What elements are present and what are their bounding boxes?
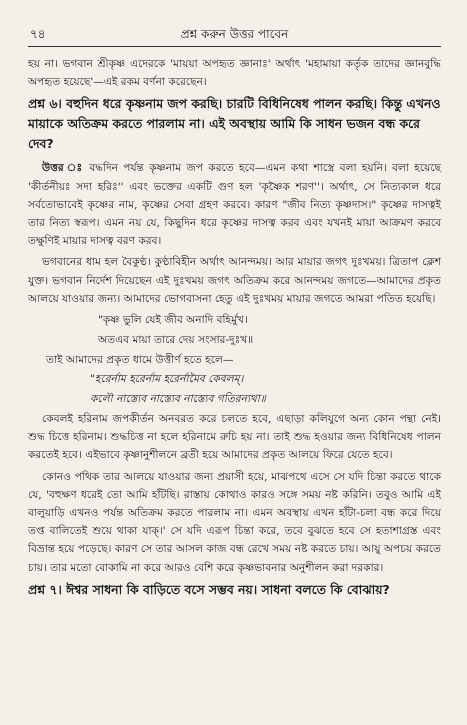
verse-2-line-2: কলৌ নাস্ত্যেব নাস্ত্যেব নাস্ত্যেব গতিরন্যথা॥ (90, 393, 266, 406)
page-header (28, 26, 441, 47)
running-title: প্রশ্ন করুন উত্তর পাবেন (180, 27, 289, 41)
paragraph-traveller: কোনও পথিক তার আলয়ে যাওয়ার জন্য প্রয়াসী হয়ে, মাঝপথে এসে সে যদি চিন্তা করতে থাকে যে, 'বহুক্ষণ ধরেই তো আমি হাঁটছি। রাস্তায় কোথাও কারও সঙ্গে সময় নষ্ট করিনি। তবুও আমি এই বালুয়াড়ি এখনও পর্যন্ত অতিক্রম করতে পারলাম না। এমন অবস্থায় এখন হাঁটা-চলা বন্ধ করে দিয়ে তপ্ত বালিতেই শুয়ে থাকা যাক্।' সে যদি এরূপ চিন্তা করে, তবে বুঝতে হবে সে হতাশাগ্রস্ত এবং বিভ্রান্ত হয়ে পড়েছে। কারণ সে তার আসল কাজ বন্ধ রেখে সময় নষ্ট করতে চায়। আয়ু অপচয় করতে চায়। তার মতো বোকামি না করে আরও বেশি করে কৃষ্ণভাবনার অনুশীলন করা দরকার। (28, 470, 441, 574)
question-7: প্রশ্ন ৭। ঈশ্বর সাধনা কি বাড়িতে বসে সম্ভব নয়। সাধনা বলতে কি বোঝায়? (28, 581, 390, 597)
paragraph-harinam: কেবলই হরিনাম জপকীর্তন অনবরত করে চলতে হবে, এছাড়া কলিযুগে অন্য কোন পন্থা নেই। শুদ্ধ চিত্তে হরিনাম। শুদ্ধচিত্ত না হলে হরিনামে রুচি হয় না। তাই শুদ্ধ হওয়ার জন্য বিধিনিষেধ পালন করতেই হবে। এইভাবে কৃষ্ণানুশীলনে ব্রতী হয়ে আমাদের প্রকৃত আলয়ে ফিরে যেতে হবে। (28, 413, 441, 462)
verse-1-line-2: অতএব মায়া তারে দেয় সংসার-দুঃখ॥ (98, 334, 254, 347)
verse-2-line-1: "হরের্নাম হরের্নাম হরের্নামৈব কেবলম্। (90, 373, 244, 386)
answer-label: উত্তর ঃ (42, 162, 85, 175)
question-6: প্রশ্ন ৬। বহুদিন ধরে কৃষ্ণনাম জপ করছি। চারটি বিধিনিষেধ পালন করছি। কিন্তু এখনও মায়াকে অতিক্রম করতে পারলাম না। এই অবস্থায় আমি কি সাধন ভজন বন্ধ করে দেব? (28, 96, 441, 152)
page-number: ৭৪ (30, 27, 46, 41)
paragraph-vaikuntha: ভগবানের ধাম হল বৈকুণ্ঠ। কুণ্ঠাবিহীন অর্থাৎ আনন্দময়। আর মায়ার জগৎ দুঃখময়। ত্রিতাপ ক্লেশ যুক্ত। ভগবান নির্দেশ দিয়েছেন এই দুঃখময় জগৎ অতিক্রম করে আনন্দময় জগতে—আমাদের প্রকৃত আলয়ে যাওয়ার জন্য। আমাদের ভোগবাসনা হেতু এই দুঃখময় মায়ার জগতে আমরা পতিত হয়েছি। (28, 256, 441, 305)
answer-6 (28, 159, 441, 250)
paragraph-therefore: তাই আমাদের প্রকৃত ধামে উত্তীর্ণ হতে হলে— (46, 354, 234, 367)
answer-6-text: বদ্ধদিন পর্যন্ত কৃষ্ণনাম জপ করতে হবে—এমন কথা শাস্ত্রে বলা হয়নি। বলা হয়েছে 'কীর্তনীয়ঃ সদা হরিঃ'' এবং ভক্তের একটি গুণ হল 'কৃষ্ণৈক শরণ''। অর্থাৎ, সে নিত্যকাল ধরে সর্বতোভাবেই কৃষ্ণের নাম, কৃষ্ণের সেবা গ্রহণ করবে। কারণ "জীব নিত্য কৃষ্ণদাস।" কৃষ্ণের দাসত্বই তার নিত্য স্বরূপ। এমন নয় যে, কিছুদিন ধরে কৃষ্ণের দাসত্ব করব এবং যখনই মায়া আক্রমণ করবে তক্ষুণিই মায়ার দাসত্ব বরণ করব। (28, 162, 441, 248)
paragraph-intro: হয় না। ভগবান শ্রীকৃষ্ণ এদেরকে 'মায়য়া অপহৃত জ্ঞানাঃ' অর্থাৎ 'মহামায়া কর্তৃক তাদের জ্ঞানবুদ্ধি অপহৃত হয়েছে'—এই রকম বর্ণনা করেছেন। (28, 58, 441, 89)
verse-1-line-1: "কৃষ্ণ ভুলি যেই জীব অনাদি বহির্মুখ। (98, 314, 248, 327)
